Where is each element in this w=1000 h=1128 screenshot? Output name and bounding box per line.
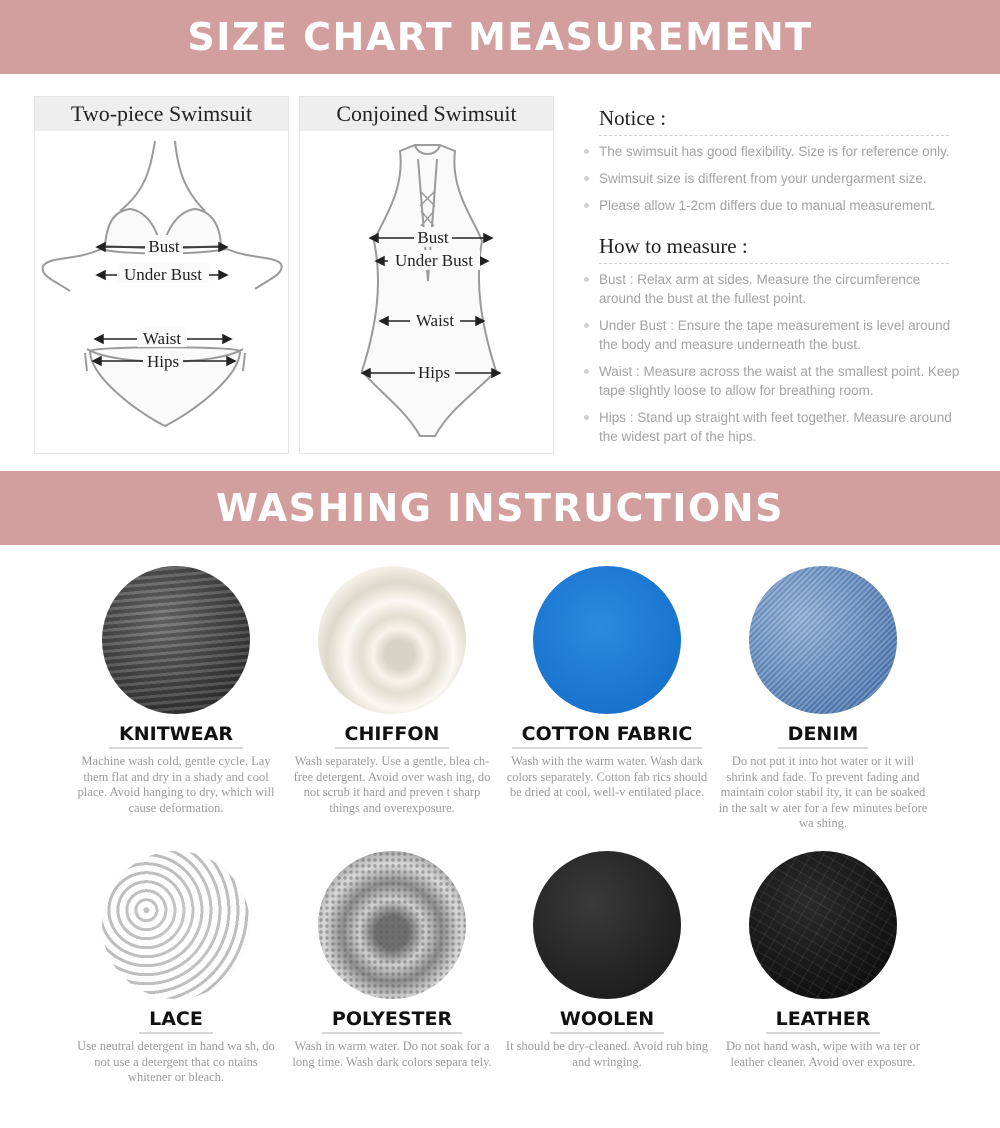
fabric-description: It should be dry-cleaned. Avoid rub bing and wringing. [505, 1039, 709, 1069]
fabric-name: CHIFFON [335, 723, 450, 749]
list-item: Waist : Measure across the waist at the smallest point. Keep tape slightly loose to allow for breathing room. [584, 362, 964, 400]
two-piece-under-bust-label: Under Bust [124, 265, 202, 284]
two-piece-title: Two-piece Swimsuit [35, 97, 288, 131]
fabric-card-woolen [502, 851, 712, 1070]
fabric-card-polyester [287, 851, 497, 1070]
cotton-swatch-image [533, 566, 681, 714]
fabric-card-chiffon [287, 566, 497, 816]
fabric-description: Wash with the warm water. Wash dark colors separately. Cotton fab rics should be dried at cool, well-v entilated place. [506, 754, 708, 799]
how-to-measure-list [584, 270, 964, 446]
conjoined-hips-label: Hips [417, 363, 451, 382]
list-item: Please allow 1-2cm differs due to manual measurement. [584, 196, 964, 215]
woolen-swatch-image [533, 851, 681, 999]
list-item: Swimsuit size is different from your undergarment size. [584, 169, 964, 188]
conjoined-bust-label: Bust [417, 228, 449, 247]
fabric-card-denim [718, 566, 928, 832]
washing-instructions-title: WASHING INSTRUCTIONS [216, 486, 784, 530]
fabric-name: COTTON FABRIC [512, 723, 703, 749]
fabric-card-knitwear [71, 566, 281, 816]
fabric-name: WOOLEN [550, 1008, 664, 1034]
fabric-name: LEATHER [766, 1008, 881, 1034]
fabric-description: Use neutral detergent in hand wa sh, do not use a detergent that co ntains whitener or bleach. [77, 1039, 275, 1084]
polyester-swatch-image [318, 851, 466, 999]
list-item: Hips : Stand up straight with feet together. Measure around the widest part of the hips. [584, 408, 964, 446]
fabric-card-cotton [502, 566, 712, 801]
two-piece-hips-label: Hips [146, 352, 180, 371]
lace-swatch-image [102, 851, 250, 999]
how-to-measure-title: How to measure : [599, 234, 949, 264]
fabric-card-lace [71, 851, 281, 1086]
notice-title: Notice : [599, 106, 949, 136]
fabric-description: Machine wash cold, gentle cycle. Lay them flat and dry in a shady and cool place. Avoid hanging to dry, which will cause deformation. [77, 754, 275, 815]
fabric-description: Wash separately. Use a gentle, blea ch-free detergent. Avoid over wash ing, do not scrub it hard and preven t sharp things and overexposure. [293, 754, 491, 815]
fabric-name: LACE [139, 1008, 213, 1034]
chiffon-swatch-image [318, 566, 466, 714]
how-to-measure-section [584, 234, 964, 454]
two-piece-swimsuit-diagram [35, 131, 290, 453]
fabric-name: POLYESTER [322, 1008, 462, 1034]
fabric-description: Do not hand wash, wipe with wa ter or leather cleaner. Avoid over exposure. [725, 1039, 921, 1069]
size-chart-banner [0, 0, 1000, 74]
notice-list [584, 142, 964, 215]
size-chart-title: SIZE CHART MEASUREMENT [187, 15, 813, 59]
two-piece-waist-label: Waist [142, 329, 182, 348]
list-item: Bust : Relax arm at sides. Measure the circumference around the bust at the fullest point. [584, 270, 964, 308]
fabric-description: Do not put it into hot water or it will shrink and fade. To prevent fading and maintain color stabil ity, it can be soaked in the salt w ater for a few minutes before wa shing. [718, 754, 928, 830]
washing-instructions-banner [0, 471, 1000, 545]
fabric-description: Wash in warm water. Do not soak for a long time. Wash dark colors separa tely. [292, 1039, 492, 1069]
two-piece-bust-label: Bust [148, 237, 180, 256]
list-item: Under Bust : Ensure the tape measurement is level around the body and measure underneath the bust. [584, 316, 964, 354]
fabric-name: KNITWEAR [109, 723, 243, 749]
two-piece-swimsuit-panel [34, 96, 289, 454]
conjoined-under-bust-label: Under Bust [395, 251, 473, 270]
list-item: The swimsuit has good flexibility. Size is for reference only. [584, 142, 964, 161]
denim-swatch-image [749, 566, 897, 714]
fabric-name: DENIM [778, 723, 869, 749]
conjoined-swimsuit-panel [299, 96, 554, 454]
conjoined-swimsuit-diagram [300, 131, 555, 453]
leather-swatch-image [749, 851, 897, 999]
fabric-card-leather [718, 851, 928, 1070]
conjoined-waist-label: Waist [415, 311, 455, 330]
notice-section [584, 106, 964, 223]
conjoined-title: Conjoined Swimsuit [300, 97, 553, 131]
knitwear-swatch-image [102, 566, 250, 714]
